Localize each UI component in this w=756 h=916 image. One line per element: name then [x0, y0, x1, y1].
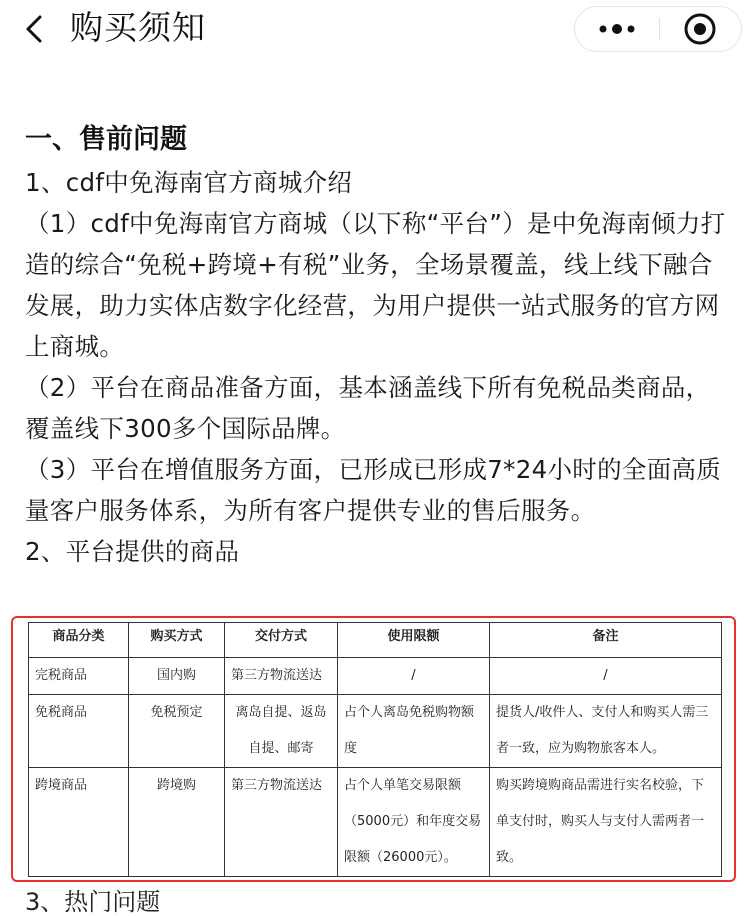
notice-content	[25, 118, 731, 572]
paragraph-3: （3）平台在增值服务方面，已形成已形成7*24小时的全面高质量客户服务体系，为所有客户提供专业的售后服务。	[25, 455, 722, 525]
mini-program-capsule	[574, 6, 742, 52]
section-title: 一、售前问题	[25, 124, 187, 155]
paragraph-2: （2）平台在商品准备方面，基本涵盖线下所有免税品类商品，覆盖线下300多个国际品牌。	[25, 373, 711, 443]
table-cell: 跨境商品	[29, 768, 129, 877]
table-row	[29, 768, 722, 877]
more-button[interactable]	[575, 7, 659, 51]
table-header: 购买方式	[129, 623, 225, 658]
table-header: 使用限额	[338, 623, 490, 658]
table-header: 商品分类	[29, 623, 129, 658]
next-section-text: 3、热门问题	[25, 888, 161, 916]
table-cell: 提货人/收件人、支付人和购买人需三者一致，应为购物旅客本人。	[490, 695, 722, 768]
page-title: 购买须知	[70, 8, 206, 47]
table-cell: /	[338, 658, 490, 695]
table-cell: 完税商品	[29, 658, 129, 695]
table-cell: /	[490, 658, 722, 695]
nav-bar	[0, 0, 756, 62]
more-dots-icon	[597, 23, 637, 35]
close-button[interactable]	[660, 7, 742, 51]
table-cell: 免税预定	[129, 695, 225, 768]
paragraph-1: （1）cdf中免海南官方商城（以下称“平台”）是中免海南倾力打造的综合“免税+跨境+有税”业务，全场景覆盖，线上线下融合发展，助力实体店数字化经营，为用户提供一站式服务的官方网上商城。	[25, 209, 726, 361]
table-row	[29, 658, 722, 695]
table-row	[29, 695, 722, 768]
table-cell: 第三方物流送达	[225, 768, 338, 877]
chevron-left-icon	[24, 14, 44, 44]
table-header: 交付方式	[225, 623, 338, 658]
table-cell: 购买跨境购商品需进行实名校验，下单支付时，购买人与支付人需两者一致。	[490, 768, 722, 877]
table-header-row	[29, 623, 722, 658]
goods-table	[28, 622, 722, 877]
table-cell: 第三方物流送达	[225, 658, 338, 695]
target-close-icon	[683, 12, 717, 46]
table-cell: 跨境购	[129, 768, 225, 877]
item-title-1: 1、cdf中免海南官方商城介绍	[25, 168, 353, 197]
item-title-2: 2、平台提供的商品	[25, 537, 240, 566]
table-cell: 免税商品	[29, 695, 129, 768]
table-cell: 离岛自提、返岛自提、邮寄	[225, 695, 338, 768]
next-section-peek	[25, 888, 425, 916]
table-cell: 占个人单笔交易限额（5000元）和年度交易限额（26000元）。	[338, 768, 490, 877]
table-cell: 占个人离岛免税购物额度	[338, 695, 490, 768]
table-cell: 国内购	[129, 658, 225, 695]
back-button[interactable]	[16, 10, 52, 48]
table-header: 备注	[490, 623, 722, 658]
